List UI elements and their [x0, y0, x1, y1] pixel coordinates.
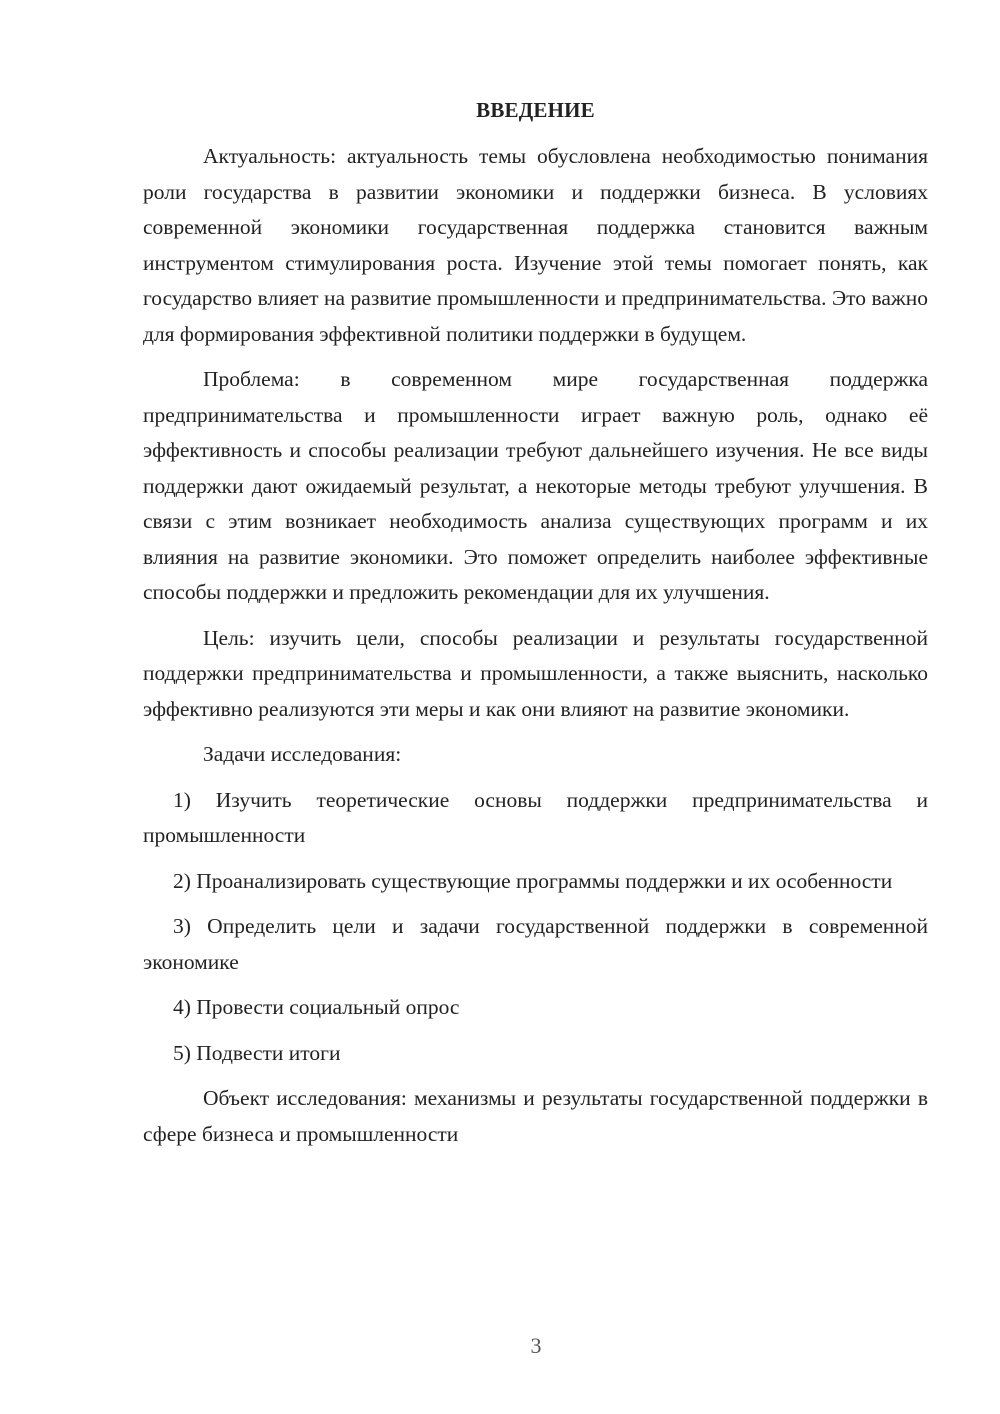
task-item-3: 3) Определить цели и задачи государственной поддержки в современной экономике	[143, 914, 928, 974]
paragraph-goal: Цель: изучить цели, способы реализации и результаты государственной поддержки предпринимательства и промышленности, а также выяснить, насколько эффективно реализуются эти меры и как они влияют на развитие экономики.	[143, 625, 928, 721]
task-item-4: 4) Провести социальный опрос	[173, 995, 460, 1019]
page-title: ВВЕДЕНИЕ	[476, 98, 595, 122]
task-item-2: 2) Проанализировать существующие программы поддержки и их особенности	[173, 868, 893, 893]
task-item-1: 1) Изучить теоретические основы поддержки предпринимательства и промышленности	[143, 787, 928, 847]
task-item-5: 5) Подвести итоги	[173, 1040, 341, 1065]
paragraph-problem: Проблема: в современном мире государственная поддержка предпринимательства и промышленности играет важную роль, однако её эффективность и способы реализации требуют дальнейшего изучения. Не все виды поддержки дают ожидаемый результат, а некоторые методы требуют улучшения. В связи с этим возникает необходимость анализа существующих программ и их влияния на развитие экономики. Это поможет определить наиболее эффективные способы поддержки и предложить рекомендации для их улучшения.	[143, 367, 928, 604]
page-number: 3	[530, 1333, 542, 1358]
page-content	[143, 94, 928, 1152]
tasks-heading: Задачи исследования:	[203, 742, 402, 766]
paragraph-relevance: Актуальность: актуальность темы обусловлена необходимостью понимания роли государства в развитии экономики и поддержки бизнеса. В условиях современной экономики государственная поддержка становится важным инструментом стимулирования роста. Изучение этой темы помогает понять, как государство влияет на развитие промышленности и предпринимательства. Это важно для формирования эффективной политики поддержки в будущем.	[143, 144, 928, 346]
paragraph-object: Объект исследования: механизмы и результаты государственной поддержки в сфере бизнеса и промышленности	[143, 1086, 928, 1146]
